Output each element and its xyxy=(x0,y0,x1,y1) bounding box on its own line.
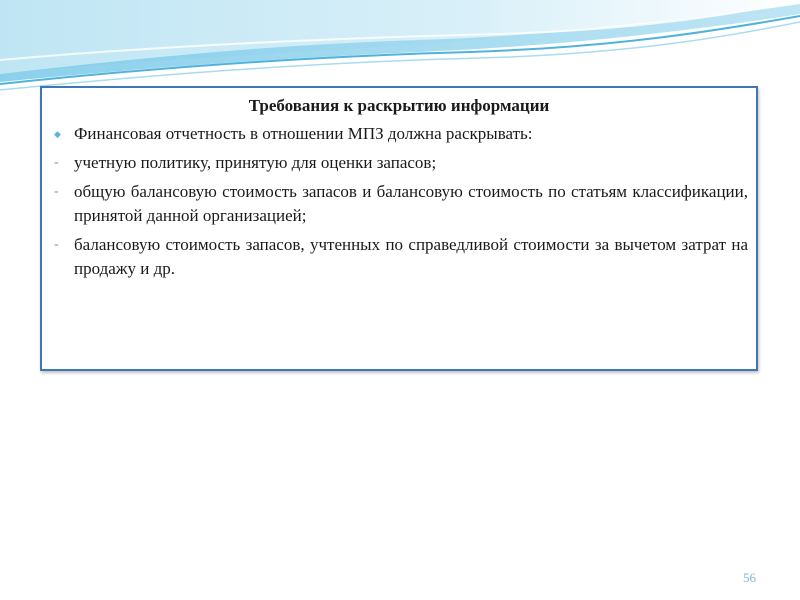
dash-bullet-icon: - xyxy=(54,155,59,170)
list-item-text: балансовую стоимость запасов, учтенных по справедливой стоимости за вычетом затрат на продажу и др. xyxy=(74,235,748,278)
slide-page-number: 56 xyxy=(743,570,756,585)
diamond-bullet-icon: ◆ xyxy=(54,129,61,139)
dash-bullet-icon: - xyxy=(54,184,59,199)
list-item xyxy=(52,180,748,228)
slide-title: Требования к раскрытию информации xyxy=(248,96,550,115)
list-item-text: Финансовая отчетность в отношении МПЗ должна раскрывать: xyxy=(74,124,533,143)
content-box xyxy=(40,86,758,371)
list-item xyxy=(52,151,748,175)
list-item-text: общую балансовую стоимость запасов и балансовую стоимость по статьям классификации, принятой данной организацией; xyxy=(74,182,748,225)
requirements-list xyxy=(52,122,748,286)
dash-bullet-icon: - xyxy=(54,237,59,252)
list-item-text: учетную политику, принятую для оценки запасов; xyxy=(74,153,437,172)
list-item xyxy=(52,122,748,146)
list-item xyxy=(52,233,748,281)
